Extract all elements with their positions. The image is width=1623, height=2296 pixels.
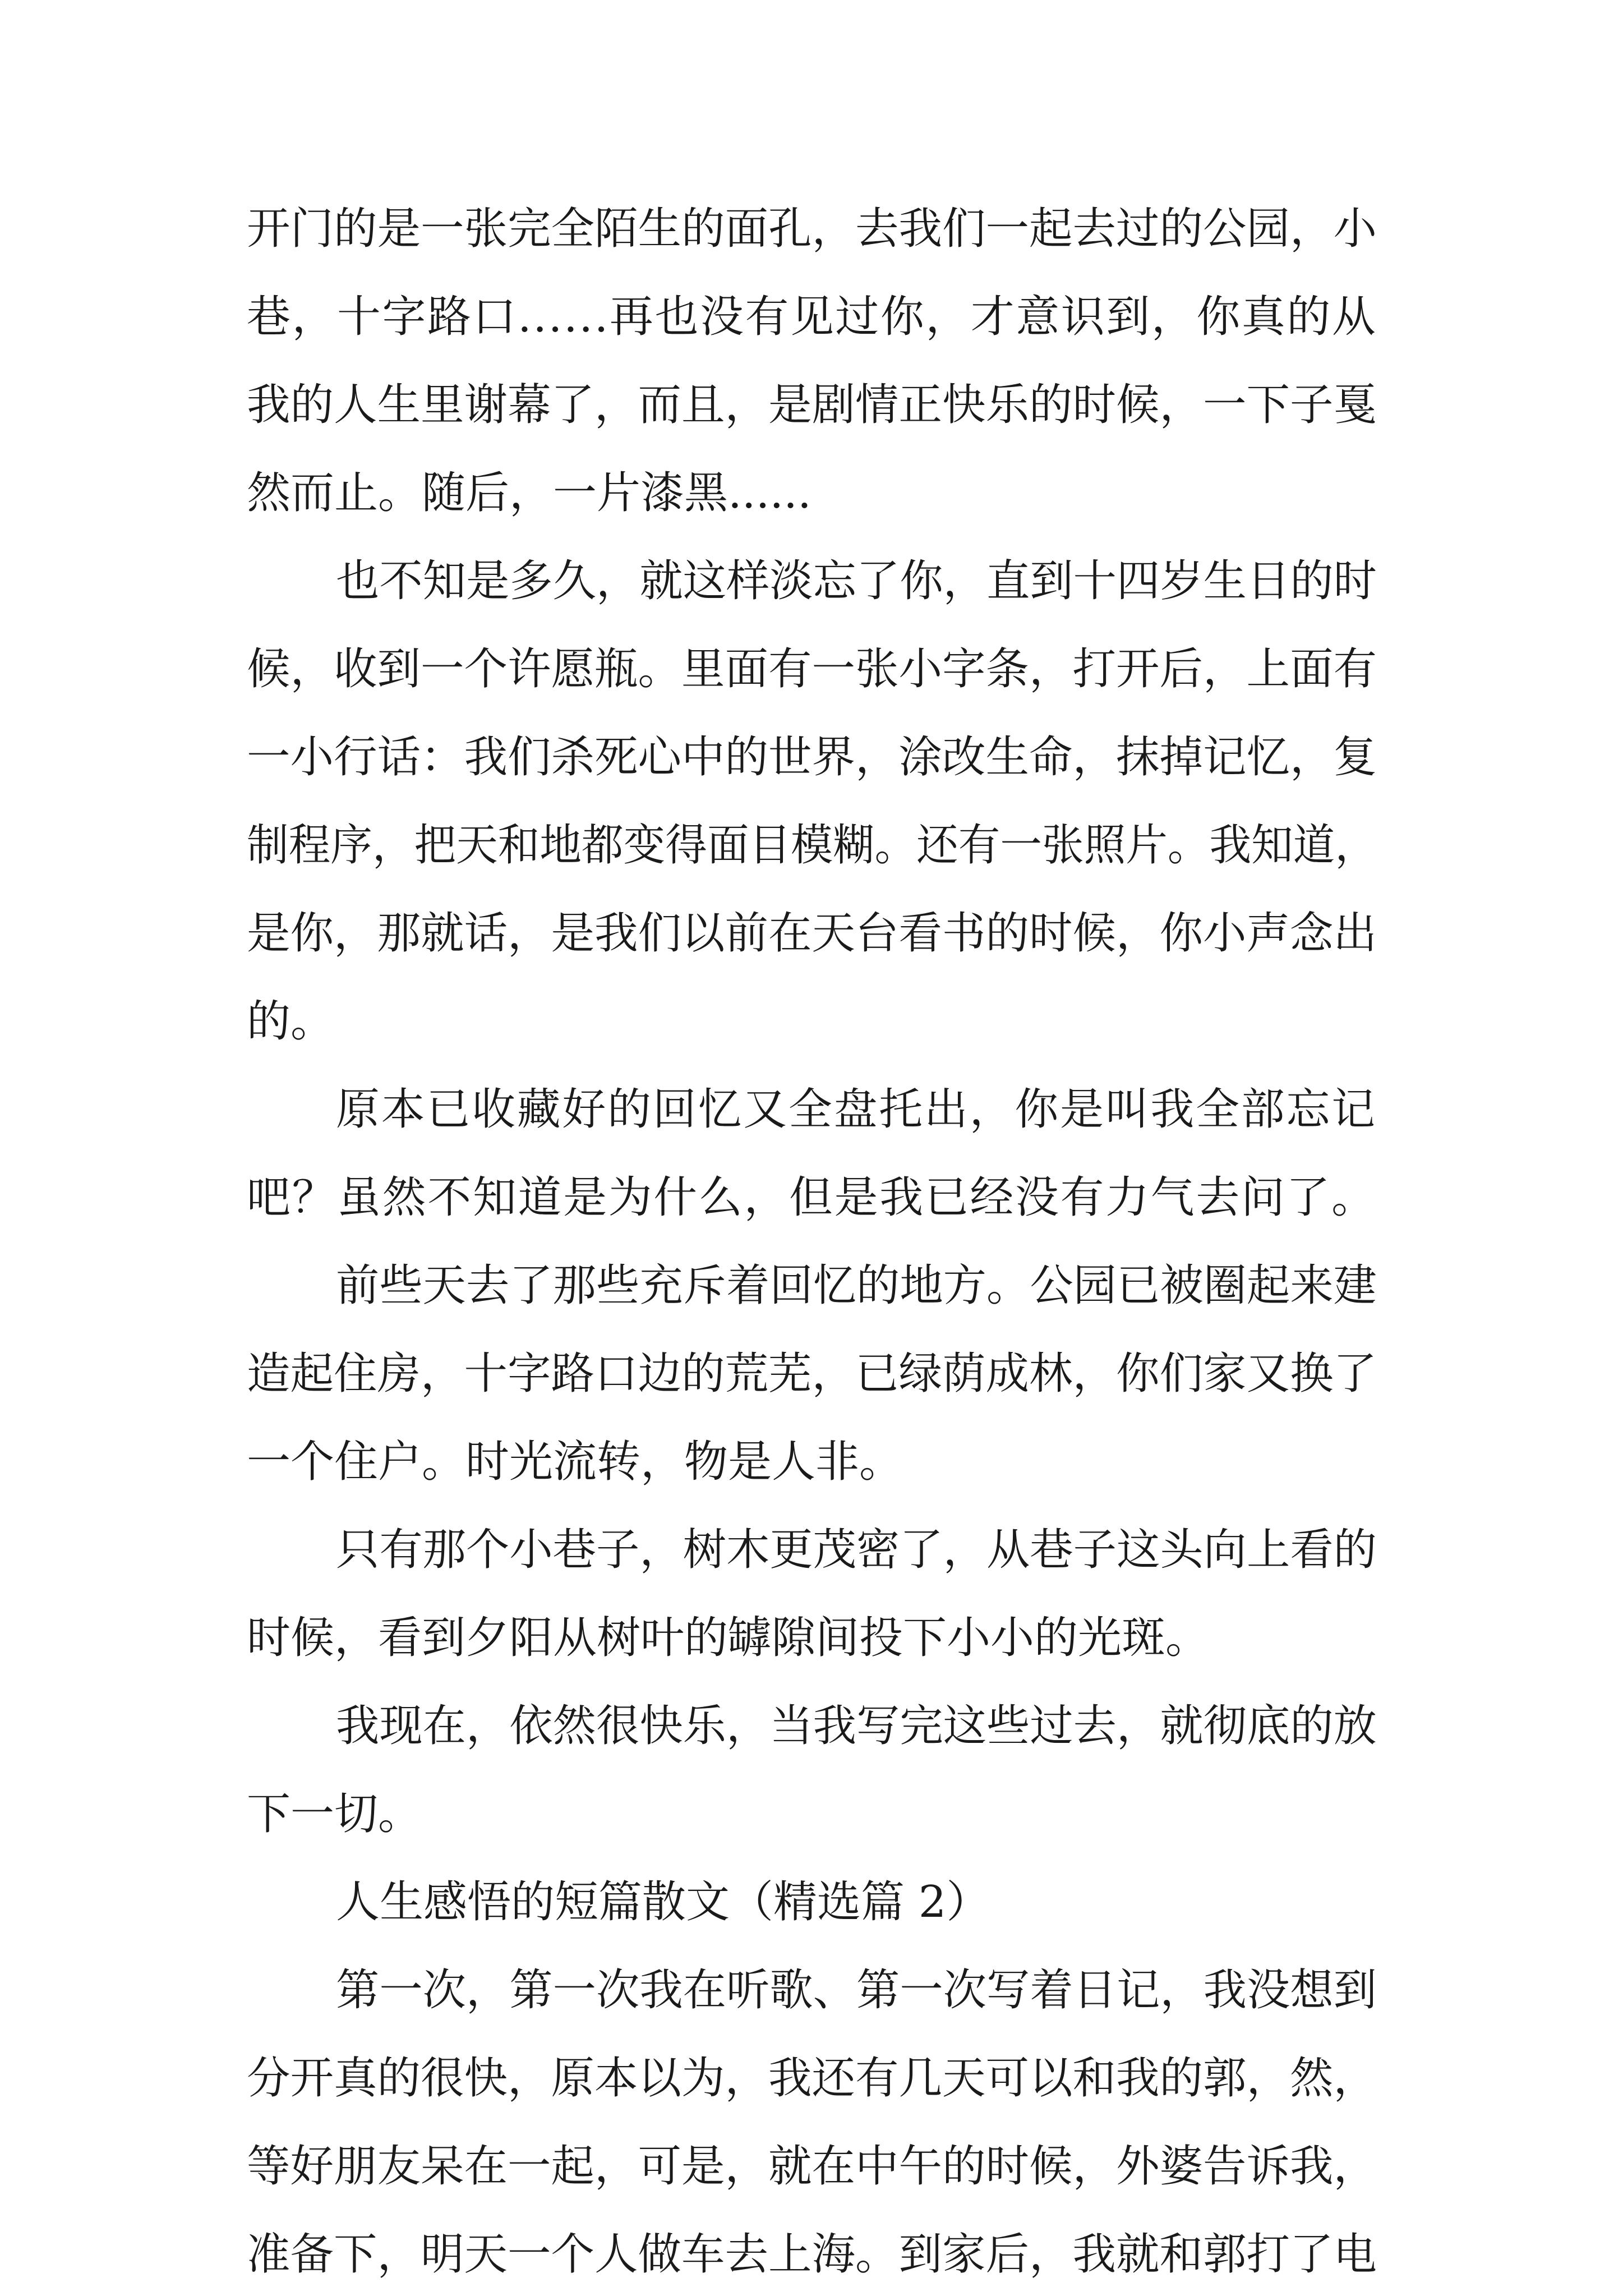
text-line: 下一切。	[247, 1789, 422, 1839]
text-line: 准备下，明天一个人做车去上海。到家后，我就和郭打了电	[247, 2229, 1377, 2280]
text-line: 是你，那就话，是我们以前在天台看书的时候，你小声念出	[247, 908, 1377, 959]
text-line: 候，收到一个许愿瓶。里面有一张小字条，打开后，上面有	[247, 644, 1377, 694]
section-heading: 人生感悟的短篇散文（精选篇 2）	[336, 1877, 990, 1927]
text-line: 时候，看到夕阳从树叶的罅隙间投下小小的光斑。	[247, 1613, 1210, 1663]
text-line: 造起住房，十字路口边的荒芜，已绿荫成林，你们家又换了	[247, 1349, 1377, 1399]
text-line: 我的人生里谢幕了，而且，是剧情正快乐的时候，一下子戛	[247, 380, 1377, 430]
text-line: 然而止。随后，一片漆黑......	[247, 468, 811, 518]
text-line: 制程序，把天和地都变得面目模糊。还有一张照片。我知道，	[247, 820, 1377, 871]
text-line: 一个住户。时光流转，物是人非。	[247, 1437, 903, 1487]
text-line: 也不知是多久，就这样淡忘了你，直到十四岁生日的时	[336, 556, 1377, 606]
text-line: 第一次，第一次我在听歌、第一次写着日记，我没想到	[336, 1965, 1377, 2016]
text-line: 巷，十字路口......再也没有见过你，才意识到，你真的从	[247, 292, 1377, 342]
text-line: 等好朋友呆在一起，可是，就在中午的时候，外婆告诉我，	[247, 2141, 1377, 2192]
text-line: 我现在，依然很快乐，当我写完这些过去，就彻底的放	[336, 1701, 1377, 1751]
text-line: 开门的是一张完全陌生的面孔，去我们一起去过的公园，小	[247, 204, 1377, 254]
text-line: 只有那个小巷子，树木更茂密了，从巷子这头向上看的	[336, 1525, 1377, 1575]
text-line: 分开真的很快，原本以为，我还有几天可以和我的郭，然，	[247, 2053, 1377, 2104]
text-line: 一小行话：我们杀死心中的世界，涂改生命，抹掉记忆，复	[247, 732, 1377, 783]
text-line: 原本已收藏好的回忆又全盘托出，你是叫我全部忘记	[336, 1084, 1377, 1135]
text-line: 前些天去了那些充斥着回忆的地方。公园已被圈起来建	[336, 1260, 1377, 1311]
text-line: 的。	[247, 996, 335, 1047]
text-line: 吧？虽然不知道是为什么，但是我已经没有力气去问了。	[247, 1172, 1377, 1223]
